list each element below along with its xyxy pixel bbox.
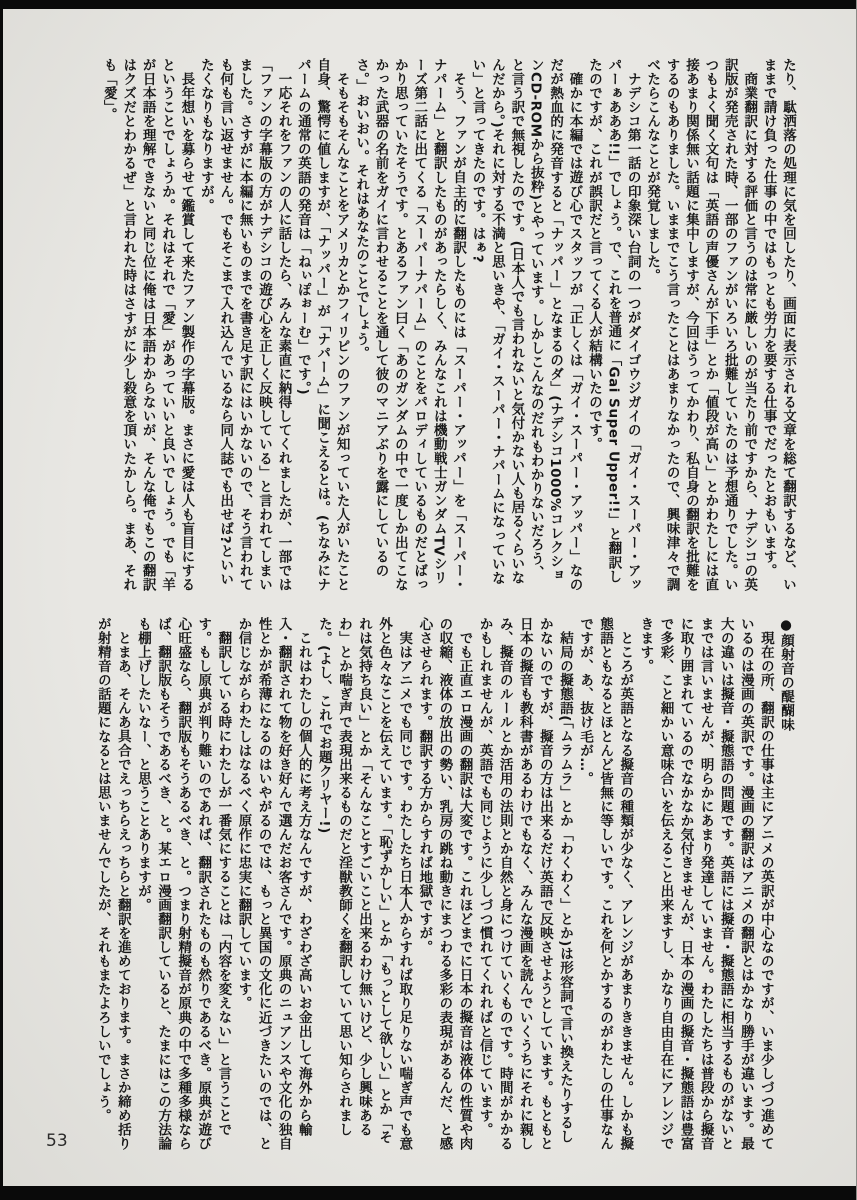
paragraph: 一応それをファンの人に話したら、みんな素直に納得してくれましたが、一部では「ファンの字幕版の方がナデシコの遊び心を正しく反映している」と言われてしまいました。さすがに本編に無いものまでを書き足す訳にはいかないので、そう言われても何も言い返せません。でもそこまで入れ込んでいるなら同人誌でも出せば?といいたくなりもなりますが。 — [197, 58, 292, 592]
paragraph: 結局の擬態語(「ムラムラ」とか「わくわく」とか)は形容詞で言い換えたりするしかないのですが、擬音の方は出来るだけ英語で反映させようとしています。もともと日本の擬音も教科書があるわけでもなく、みんな漫画を読んでいくうちにそれに親しみ、擬音のルールとか活用の法則とか自然と身につけていくものです。時間がかかるかもしれませんが、英語でも同じように少しづつ慣れてくれればと信じています。 — [476, 617, 573, 1151]
scan-edge-top — [0, 0, 857, 9]
paragraph: ところが英語となる擬音の種類が少なく、アレンジがあまりききません。しかも擬態語ともなるとほとんど皆無に等しいです。これを何とかするのがわたしの仕事なんですが、あ、抜け毛が…。 — [577, 617, 634, 1151]
paragraph: 商業翻訳に対する評価と言うのは常に厳しいのが当たり前ですから、ナデシコの英訳版が発売された時、一部のファンがいろいろ批難していたのは予想通りでした。いつもよく聞く文句は「英語の声優さんが下手」とか「値段が高い」とかわたしには直接あまり関係無い話題に集中しますが、今回はうってかわり、私自身の翻訳を批難をするのもありました。いままでこう言ったことはあまりなかったので、興味津々で調べたらこんなことが発覚しました。 — [644, 58, 758, 592]
paragraph: 実はアニメでも同じです。わたしたち日本人からすれば取り足りない喘ぎ声でも意外と色々なことを伝えています。「恥ずかしい」とか「もっとして欲しい」とか「それは気持ち良い」とか「そんなことすごいこと出来るわけ無いけど、少し興味あるわ」とか喘ぎ声で表現出来るものだと淫獣教師くを翻訳していて思い知らされました。(よし、これでお題クリヤー!) — [315, 617, 413, 1151]
section-heading: ●顔射音の醍醐味 — [778, 617, 794, 732]
paragraph: そもそもそんなことをアメリカとかフィリピンのファンが知っていた人がいたこと自身、驚愕に値しますが、「ナッパー」が「ナパーム」に聞こえるとは。(ちなみにナパームの通常の英語の発音は「ねぃぽぉーむ」です。) — [294, 58, 350, 592]
paragraph: 確かに本編では遊び心でスタッフが「正しくは「ガイ・スーパー・アッパー」なのだが熱血的に発音すると「ナッパー」となまるのダ」(ナデシコ1000%コレクションCD-ROMから抜粋)とやっています。しかしこんなのだれもわかりないだろう、と言う訳で無視したのです。(日本人でも言われないと気付かない人も居るくらいなんだから。)それに対する不満と思いきや、「ガイ・スーパー・ナパームになっていない」と言ってきたのです。はぁ? — [469, 58, 583, 592]
paragraph: たり、駄洒落の処理に気を回したり、画面に表示される文章を総て翻訳するなど、いままで請け負った仕事の中ではもっとも労力を要する仕事でだったとおもいます。 — [760, 58, 796, 592]
paragraph: 翻訳している時にわたしが一番気にすることは「内容を変えない」と言うことです。もし原典が判り難いのであれば、翻訳されたものも然りであるべき。原典が遊び心旺盛なら、翻訳版もそうあるべき、と。つまり射精擬音が原典の中で多種多様ならば、翻訳版もそうであるべき、と。某エロ漫画翻訳していると、たまにはこの方法論も棚上げしたいなー、と思うことありますが。 — [135, 617, 232, 1151]
paragraph: そう、ファンが自主的に翻訳したものには「スーパー・アッパー」を「スーパー・ナパーム」と翻訳したものがあったらしく、みんなこれは機動戦士ガンダムTVシリーズ第二話に出てくる「スーパーナパーム」のことをパロディしているものだとばっかり思っていたそうです。とあるファン曰く「あのガンダムの中で一度しか出てこなかった武器の名前をガイに言わせることを通して彼のマニアぶりを露にしているのさ。」おいおい。それはあなたのことでしょう。 — [353, 58, 467, 592]
paragraph: これはわたしの個人的に考え方なんですが、わざわざ高いお金出して海外から輸入・翻訳されて物を好き好んで選んだお客さんです。原典のニュアンスや文化の独自性とかが希薄になるのはいやがるのでは、もっと異国の文化に近づきたいのでは、とか信じながらわたしはなるべく原作に忠実に翻訳しています。 — [235, 617, 312, 1151]
paragraph: 現在の所、翻訳の仕事は主にアニメの英訳が中心なのですが、いま少しづつ進めているのは漫画の英訳です。漫画の翻訳はアニメの翻訳とはかなり勝手が違います。最大の違いは擬音・擬態語の問題です。英語には擬音・擬態語に相当するものがないとまでは言いませんが、明らかにあまり発達していません。わたしたちは普段から擬音に取り囲まれているのでなかなか気付きませんが、日本の漫画の擬音・擬態語は豊富で多彩、こと細かい意味合いを伝えること出来ますし、かなり自由自在にアレンジできます。 — [637, 617, 774, 1151]
essay-bottom-section — [86, 617, 796, 1155]
page-number: 53 — [46, 1131, 68, 1151]
paragraph: でも正直エロ漫画の翻訳は大変です。これほどまでに日本の擬音は液体の性質や肉の収縮、液体の放出の勢い、乳房の跳ね動きにまつわる多彩の表現があるんだ、と感心させられます。翻訳する方からすれば地獄ですが。 — [416, 617, 473, 1151]
essay-top-section — [95, 58, 797, 592]
paragraph: ナデシコ第一話の印象深い台詞の一つがダイゴウジガイの「ガイ・スーパー・アッパーぁあああ!!」でしょう。で、これを普通に「Gai Super Upper!!」と翻訳したのですが、これが誤訳だと言ってくる人が結構いたのです。 — [585, 58, 641, 592]
paragraph: とまあ、そんあ具合でえっちらえっちらと翻訳を進めております。まさか締め括りが射精音の話題になるとは思いませんでしたが、それもまたよろしいでしょう。 — [94, 617, 131, 1151]
scan-edge-left — [0, 0, 3, 1200]
scan-edge-bottom — [0, 1186, 857, 1200]
paragraph: 長年想いを募らせて鑑賞して来たファン製作の字幕版。まさに愛は人も盲目にするということでしょうか。それはそれで「愛」があっていいと良いでしょう。でも「羊が日本語を理解できないと同じ位に俺は日本語わからないが、そんな俺でもこの翻訳はクズだとわかるぜ」と言われた時はさすがに少し殺意を頂いたかしら。まあ、それも「愛」。 — [100, 58, 195, 592]
